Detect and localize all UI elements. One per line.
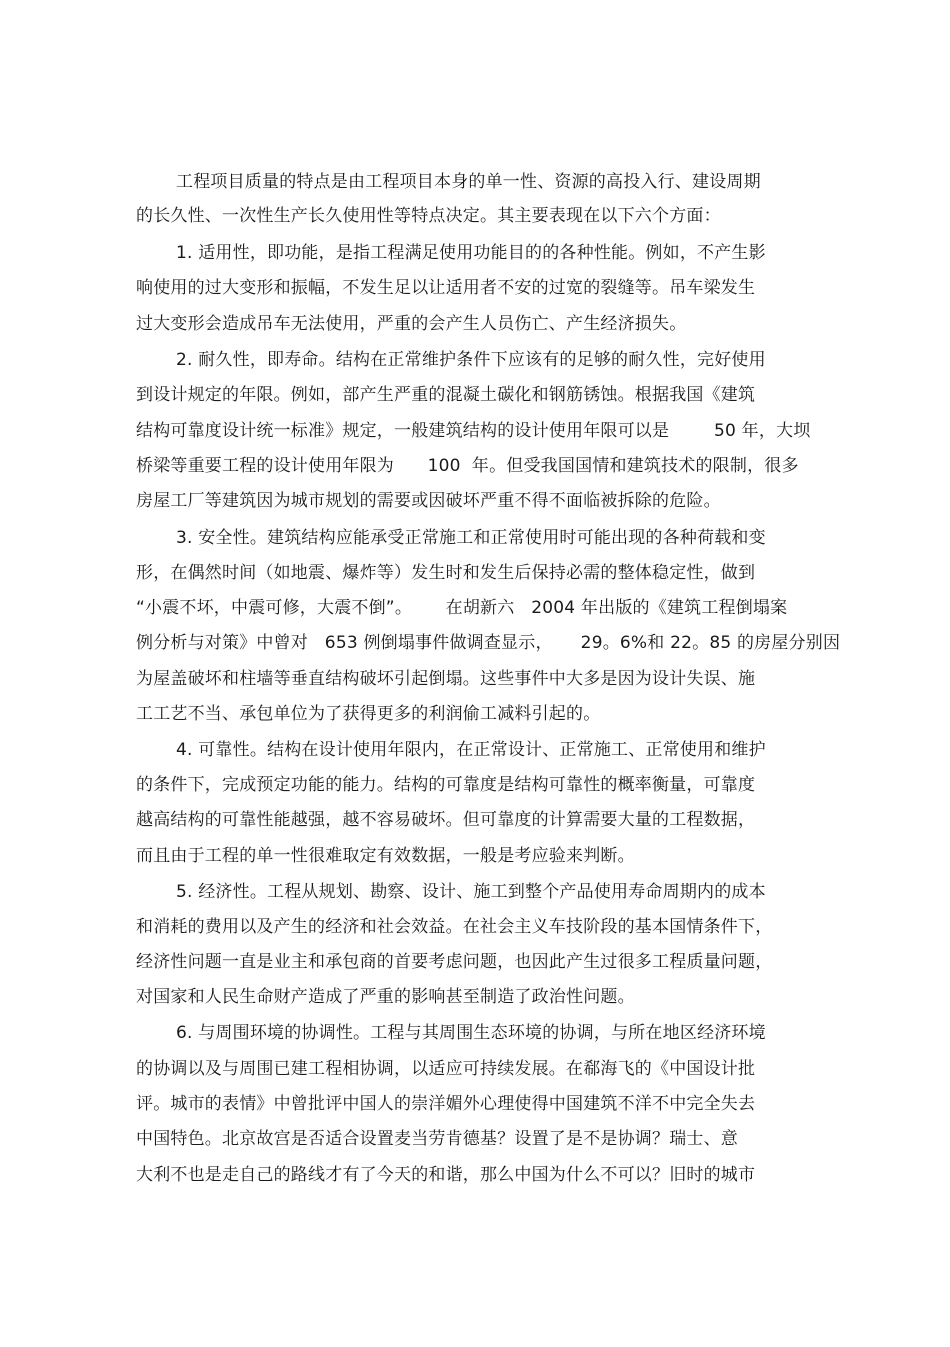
text-line: 为屋盖破坏和柱墙等垂直结构破坏引起倒塌。这些事件中大多是因为设计失误、施 (136, 669, 756, 689)
text-line: 4. 可靠性。结构在设计使用年限内，在正常设计、正常施工、正常使用和维护 (176, 740, 766, 760)
text-line: 和消耗的费用以及产生的经济和社会效益。在社会主义车技阶段的基本国情条件下， (136, 917, 773, 937)
text-line: 的长久性、一次性生产长久使用性等特点决定。其主要表现在以下六个方面： (136, 206, 721, 226)
text-line: 1. 适用性，即功能，是指工程满足使用功能目的的各种性能。例如，不产生影 (176, 243, 766, 263)
text-line: 桥梁等重要工程的设计使用年限为 100 年。但受我国国情和建筑技术的限制，很多 (136, 456, 799, 476)
text-line: 工程项目质量的特点是由工程项目本身的单一性、资源的高投入行、建设周期 (176, 172, 761, 192)
text-line: 响使用的过大变形和振幅，不发生足以让适用者不安的过宽的裂缝等。吊车梁发生 (136, 278, 756, 298)
text-line: 中国特色。北京故宫是否适合设置麦当劳肯德基？设置了是不是协调？瑞士、意 (136, 1129, 738, 1149)
text-line: 工工艺不当、承包单位为了获得更多的利润偷工减料引起的。 (136, 704, 601, 724)
text-line: 6. 与周围环境的协调性。工程与其周围生态环境的协调，与所在地区经济环境 (176, 1023, 766, 1043)
text-line: 经济性问题一直是业主和承包商的首要考虑问题，也因此产生过很多工程质量问题， (136, 952, 773, 972)
text-line: 对国家和人民生命财产造成了严重的影响甚至制造了政治性问题。 (136, 987, 635, 1007)
text-line: 而且由于工程的单一性很难取定有效数据，一般是考应验来判断。 (136, 846, 635, 866)
text-line: 的条件下，完成预定功能的能力。结构的可靠度是结构可靠性的概率衡量，可靠度 (136, 775, 756, 795)
text-line: 越高结构的可靠性能越强，越不容易破坏。但可靠度的计算需要大量的工程数据， (136, 810, 756, 830)
text-line: 5. 经济性。工程从规划、勘察、设计、施工到整个产品使用寿命周期内的成本 (176, 882, 766, 902)
text-line: 大利不也是走自己的路线才有了今天的和谐，那么中国为什么不可以？旧时的城市 (136, 1165, 756, 1185)
text-line: 3. 安全性。建筑结构应能承受正常施工和正常使用时可能出现的各种荷载和变 (176, 528, 766, 548)
text-line: 房屋工厂等建筑因为城市规划的需要或因破坏严重不得不面临被拆除的危险。 (136, 491, 721, 511)
text-line: 的协调以及与周围已建工程相协调，以适应可持续发展。在郗海飞的《中国设计批 (136, 1059, 756, 1079)
text-line: 结构可靠度设计统一标准》规定，一般建筑结构的设计使用年限可以是 50 年，大坝 (136, 421, 811, 441)
text-line: 过大变形会造成吊车无法使用，严重的会产生人员伤亡、产生经济损失。 (136, 314, 687, 334)
text-line: 例分析与对策》中曾对 653 例倒塌事件做调查显示， 29。6%和 22。85 的房屋分别因 (136, 633, 841, 653)
text-line: “小震不坏，中震可修，大震不倒”。 在胡新六 2004 年出版的《建筑工程倒塌案 (136, 598, 788, 618)
text-line: 形，在偶然时间（如地震、爆炸等）发生时和发生后保持必需的整体稳定性，做到 (136, 563, 756, 583)
text-line: 评。城市的表情》中曾批评中国人的崇洋媚外心理使得中国建筑不洋不中完全失去 (136, 1094, 756, 1114)
text-line: 到设计规定的年限。例如，部产生严重的混凝土碳化和钢筋锈蚀。根据我国《建筑 (136, 385, 756, 405)
text-line: 2. 耐久性，即寿命。结构在正常维护条件下应该有的足够的耐久性，完好使用 (176, 350, 766, 370)
